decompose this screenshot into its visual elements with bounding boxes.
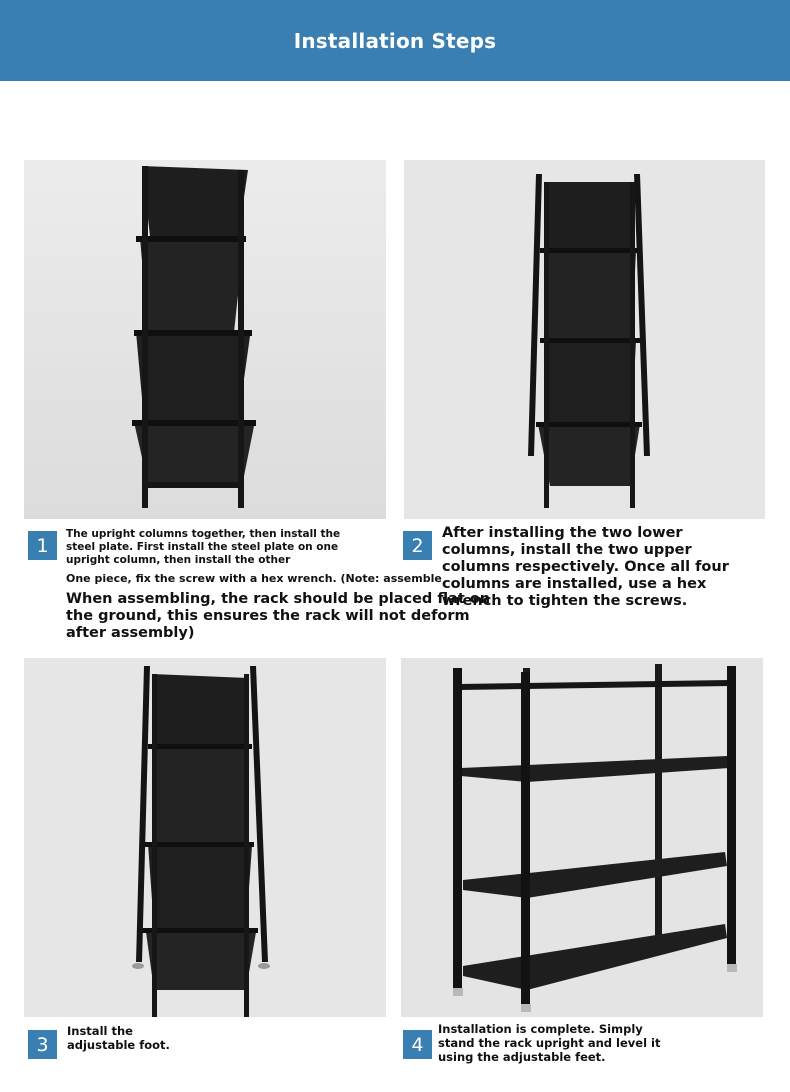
step-1-line: the ground, this ensures the rack will not deform bbox=[66, 608, 470, 624]
step-4-line: using the adjustable feet. bbox=[438, 1050, 606, 1064]
page-title: Installation Steps bbox=[293, 28, 497, 53]
step-2-line: columns are installed, use a hex bbox=[442, 576, 707, 592]
step-1-note-start: One piece, fix the screw with a hex wrench. (Note: assemble bbox=[66, 572, 442, 585]
step-1-photo bbox=[24, 160, 386, 519]
step-4-photo bbox=[401, 658, 763, 1017]
step-4-line: Installation is complete. Simply bbox=[438, 1022, 643, 1036]
step-3-badge: 3 bbox=[28, 1030, 57, 1059]
step-2-line: wrench to tighten the screws. bbox=[442, 593, 688, 609]
step-1-rack-image bbox=[24, 160, 386, 519]
step-3-text bbox=[67, 1024, 267, 1052]
step-4-line: stand the rack upright and level it bbox=[438, 1036, 661, 1050]
step-1-line: The upright columns together, then install the bbox=[66, 528, 341, 540]
step-4-badge: 4 bbox=[403, 1030, 432, 1059]
step-2-text bbox=[442, 525, 782, 610]
step-1-line: steel plate. First install the steel plate on one bbox=[66, 541, 339, 553]
step-4-rack-image bbox=[401, 658, 763, 1017]
step-2-photo bbox=[404, 160, 765, 519]
step-1-line: after assembly) bbox=[66, 625, 195, 641]
step-1-line: upright column, then install the other bbox=[66, 554, 291, 566]
step-2-line: columns respectively. Once all four bbox=[442, 559, 729, 575]
step-2-rack-image bbox=[404, 160, 765, 519]
step-4-text bbox=[438, 1022, 768, 1064]
step-1-text-big bbox=[66, 591, 491, 642]
step-2-line: After installing the two lower bbox=[442, 525, 683, 541]
step-2-badge: 2 bbox=[403, 531, 432, 560]
step-1-line: When assembling, the rack should be placed flat on bbox=[66, 591, 491, 607]
step-3-line: adjustable foot. bbox=[67, 1038, 170, 1052]
step-3-photo bbox=[24, 658, 386, 1017]
step-1-text-small bbox=[66, 528, 366, 567]
step-3-rack-image bbox=[24, 658, 386, 1017]
step-1-badge: 1 bbox=[28, 531, 57, 560]
step-3-line: Install the bbox=[67, 1024, 133, 1038]
page-header bbox=[0, 0, 790, 81]
step-2-line: columns, install the two upper bbox=[442, 542, 692, 558]
